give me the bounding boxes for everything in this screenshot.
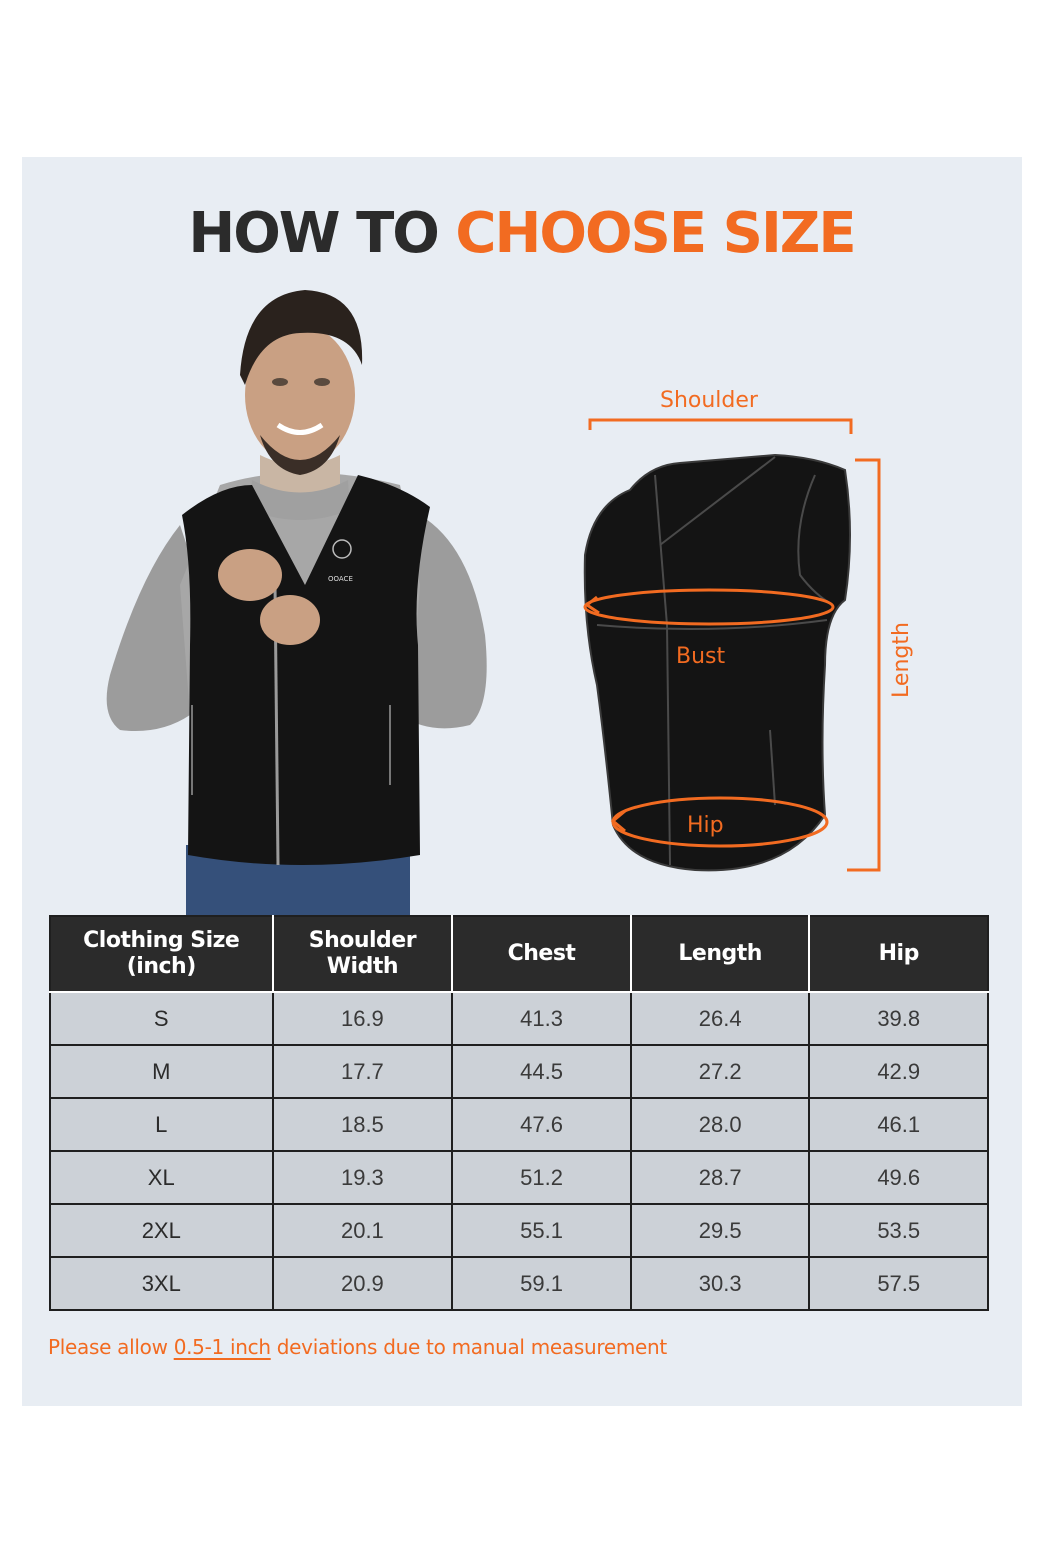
- chest-cell: 44.5: [452, 1045, 631, 1098]
- length-cell: 29.5: [631, 1204, 810, 1257]
- shoulder-cell: 20.9: [273, 1257, 453, 1310]
- header-clothing-size: [50, 916, 273, 992]
- shoulder-cell: 20.1: [273, 1204, 453, 1257]
- hip-cell: 39.8: [809, 992, 988, 1045]
- shoulder-cell: 18.5: [273, 1098, 453, 1151]
- title-part-2: CHOOSE SIZE: [455, 201, 855, 266]
- title-part-1: HOW TO: [188, 201, 438, 266]
- size-cell: M: [50, 1045, 273, 1098]
- header-line: Shoulder: [308, 928, 417, 953]
- table-row: [50, 1257, 988, 1310]
- page-title: [0, 198, 1043, 270]
- size-chart-table: [49, 915, 989, 1311]
- hip-cell: 49.6: [809, 1151, 988, 1204]
- hip-cell: 42.9: [809, 1045, 988, 1098]
- size-cell: XL: [50, 1151, 273, 1204]
- size-cell: 3XL: [50, 1257, 273, 1310]
- table-row: [50, 1098, 988, 1151]
- shoulder-cell: 17.7: [273, 1045, 453, 1098]
- shoulder-label: Shoulder: [660, 388, 758, 413]
- length-cell: 30.3: [631, 1257, 810, 1310]
- header-chest: Chest: [452, 916, 631, 992]
- length-cell: 26.4: [631, 992, 810, 1045]
- vest-logo: OOACE: [328, 575, 353, 583]
- vest-diagram: [575, 385, 895, 885]
- header-line: Width: [326, 954, 398, 979]
- bust-label: Bust: [676, 644, 726, 669]
- hip-cell: 53.5: [809, 1204, 988, 1257]
- size-cell: 2XL: [50, 1204, 273, 1257]
- table-row: [50, 1204, 988, 1257]
- note-deviation-range: 0.5-1 inch: [173, 1335, 271, 1359]
- header-hip: Hip: [809, 916, 988, 992]
- chest-cell: 51.2: [452, 1151, 631, 1204]
- size-cell: S: [50, 992, 273, 1045]
- chest-cell: 55.1: [452, 1204, 631, 1257]
- table-header-row: [50, 916, 988, 992]
- header-line: (inch): [126, 954, 196, 979]
- header-shoulder-width: [273, 916, 453, 992]
- table-row: [50, 1151, 988, 1204]
- header-length: Length: [631, 916, 810, 992]
- length-cell: 27.2: [631, 1045, 810, 1098]
- hip-cell: 57.5: [809, 1257, 988, 1310]
- length-cell: 28.0: [631, 1098, 810, 1151]
- shoulder-cell: 16.9: [273, 992, 453, 1045]
- size-cell: L: [50, 1098, 273, 1151]
- length-cell: 28.7: [631, 1151, 810, 1204]
- shoulder-cell: 19.3: [273, 1151, 453, 1204]
- hip-cell: 46.1: [809, 1098, 988, 1151]
- note-text-before: Please allow: [48, 1335, 174, 1359]
- chest-cell: 41.3: [452, 992, 631, 1045]
- note-text-after: deviations due to manual measurement: [270, 1335, 667, 1359]
- table-row: [50, 1045, 988, 1098]
- chest-cell: 59.1: [452, 1257, 631, 1310]
- measurement-note: [48, 1333, 667, 1361]
- table-row: [50, 992, 988, 1045]
- model-photo: [100, 285, 500, 915]
- header-line: Clothing Size: [83, 928, 240, 953]
- length-label: Length: [889, 622, 914, 698]
- hip-label: Hip: [687, 813, 724, 838]
- chest-cell: 47.6: [452, 1098, 631, 1151]
